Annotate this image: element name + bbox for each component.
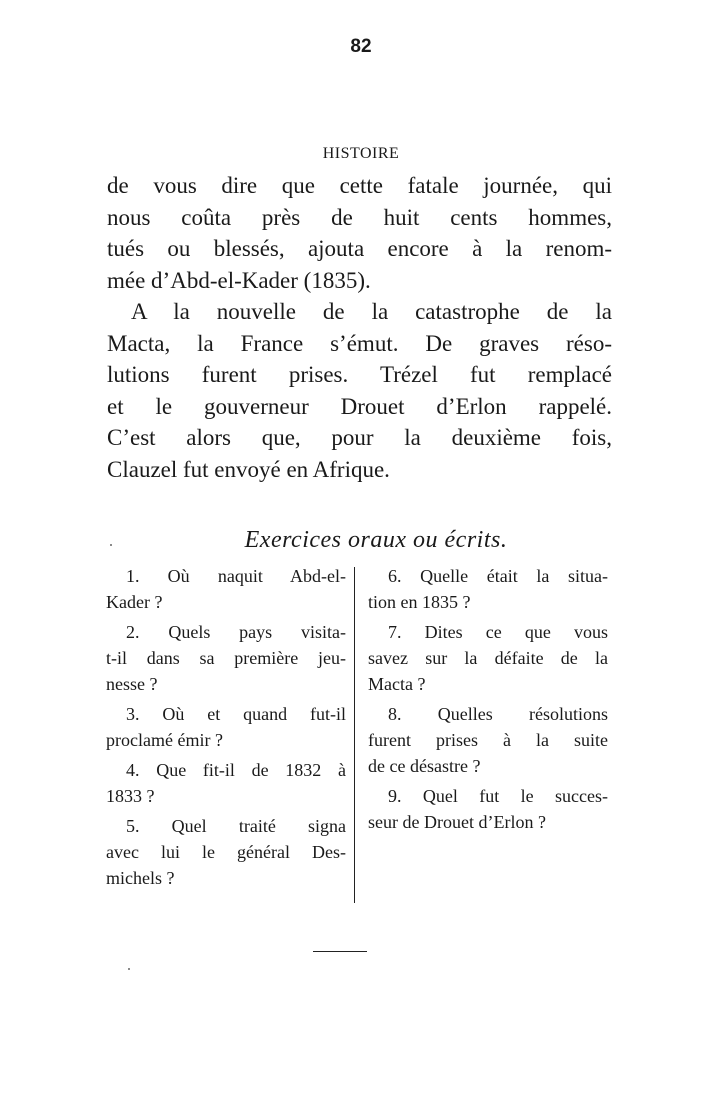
print-speck	[110, 544, 112, 546]
question-3	[106, 701, 346, 753]
end-rule	[313, 951, 367, 952]
question-1	[106, 563, 346, 615]
question-line: proclamé émir ?	[106, 730, 223, 750]
question-line: tion en 1835 ?	[368, 592, 471, 612]
question-line: furent prises à la suite	[368, 730, 608, 750]
question-4	[106, 757, 346, 809]
question-line: 4. Que fit-il de 1832 à	[126, 760, 346, 780]
body-line: de vous dire que cette fatale journée, qui	[107, 173, 612, 198]
question-9	[368, 783, 608, 835]
question-line: nesse ?	[106, 674, 158, 694]
question-6	[368, 563, 608, 615]
question-7	[368, 619, 608, 697]
page-number: 82	[350, 36, 372, 57]
question-8	[368, 701, 608, 779]
question-line: savez sur la défaite de la	[368, 648, 608, 668]
question-line: 1. Où naquit Abd-el-	[126, 566, 346, 586]
exercises-left-column	[106, 563, 346, 895]
body-line: tués ou blessés, ajouta encore à la renom-	[107, 236, 612, 261]
question-line: 5. Quel traité signa	[126, 816, 346, 836]
question-line: 8. Quelles résolutions	[388, 704, 608, 724]
running-head: HISTOIRE	[322, 145, 400, 162]
question-line: 7. Dites ce que vous	[388, 622, 608, 642]
body-line: lutions furent prises. Trézel fut remplacé	[107, 362, 612, 387]
exercises-right-column	[368, 563, 608, 839]
question-line: Kader ?	[106, 592, 163, 612]
body-line: C’est alors que, pour la deuxième fois,	[107, 425, 612, 450]
question-line: 3. Où et quand fut-il	[126, 704, 346, 724]
question-line: t-il dans sa première jeu-	[106, 648, 346, 668]
question-line: Macta ?	[368, 674, 426, 694]
body-line: nous coûta près de huit cents hommes,	[107, 204, 612, 230]
question-line: 2. Quels pays visita-	[126, 622, 346, 642]
question-line: 6. Quelle était la situa-	[388, 566, 608, 586]
body-line: Clauzel fut envoyé en Afrique.	[107, 456, 390, 482]
body-line: et le gouverneur Drouet d’Erlon rappelé.	[107, 393, 612, 419]
question-2	[106, 619, 346, 697]
exercises-title: Exercices oraux ou écrits.	[244, 527, 508, 553]
question-5	[106, 813, 346, 891]
body-line: mée d’Abd-el-Kader (1835).	[107, 267, 371, 293]
question-line: avec lui le général Des-	[106, 842, 346, 862]
exercises-section	[106, 563, 611, 905]
body-line: Macta, la France s’émut. De graves réso-	[107, 330, 612, 356]
question-line: de ce désastre ?	[368, 756, 481, 776]
question-line: 1833 ?	[106, 786, 155, 806]
print-speck	[128, 968, 130, 970]
body-line: A la nouvelle de la catastrophe de la	[131, 299, 612, 324]
body-paragraphs	[107, 170, 612, 485]
question-line: 9. Quel fut le succes-	[388, 786, 608, 806]
column-divider	[354, 567, 355, 903]
question-line: michels ?	[106, 868, 175, 888]
question-line: seur de Drouet d’Erlon ?	[368, 812, 546, 832]
